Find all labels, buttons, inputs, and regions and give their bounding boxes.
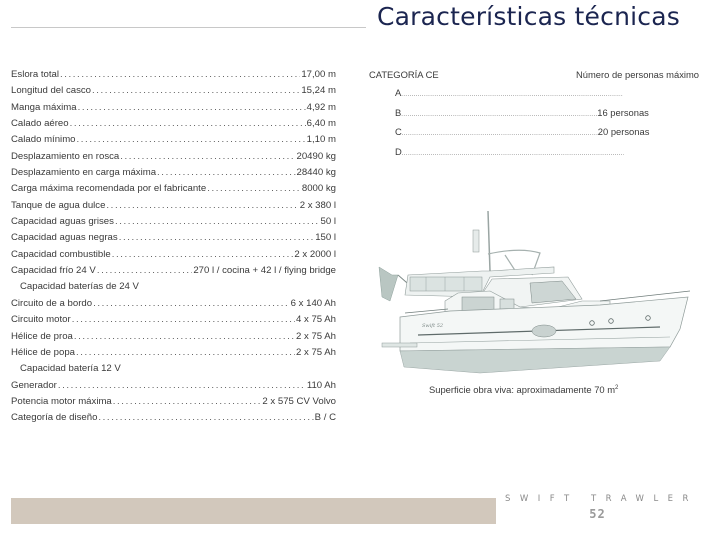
dot-leader bbox=[77, 132, 306, 148]
spec-value: 50 l bbox=[320, 216, 336, 228]
dot-leader bbox=[74, 329, 295, 345]
ce-value: 20 personas bbox=[597, 126, 650, 138]
spec-row bbox=[11, 329, 336, 345]
ce-row bbox=[369, 83, 699, 103]
dot-leader bbox=[119, 230, 315, 246]
spec-value: 20490 kg bbox=[296, 150, 336, 162]
spec-row bbox=[11, 181, 336, 197]
spec-label: Categoría de diseño bbox=[11, 412, 98, 424]
spec-row bbox=[11, 312, 336, 328]
spec-row bbox=[11, 230, 336, 246]
page-title: Características técnicas bbox=[377, 2, 680, 31]
spec-label: Capacidad aguas negras bbox=[11, 232, 118, 244]
dot-leader bbox=[98, 410, 313, 426]
battery-24v-heading: Capacidad baterías de 24 V bbox=[20, 281, 139, 293]
spec-row bbox=[11, 345, 336, 361]
spec-row bbox=[11, 394, 336, 410]
brand-name: SWIFT TRAWLER bbox=[505, 494, 698, 504]
ce-heading: CATEGORÍA CE bbox=[369, 69, 439, 80]
ce-column-heading: Número de personas máximo bbox=[576, 69, 699, 80]
dot-leader bbox=[402, 125, 598, 145]
brand-logo bbox=[505, 492, 698, 521]
dot-leader bbox=[93, 296, 290, 312]
dot-leader bbox=[92, 83, 300, 99]
spec-label: Calado aéreo bbox=[11, 118, 69, 130]
ce-value: 16 personas bbox=[597, 106, 649, 118]
spec-value: 110 Ah bbox=[306, 379, 336, 391]
spec-row bbox=[11, 165, 336, 181]
dot-leader bbox=[401, 106, 597, 126]
spec-value: 270 l / cocina + 42 l / flying bridge bbox=[193, 265, 336, 277]
spec-value: 28440 kg bbox=[296, 167, 336, 179]
spec-value: 6 x 140 Ah bbox=[290, 297, 336, 309]
spec-label: Capacidad aguas grises bbox=[11, 216, 114, 228]
dot-leader bbox=[115, 214, 320, 230]
spec-row bbox=[11, 247, 336, 263]
dot-leader bbox=[76, 345, 295, 361]
dot-leader bbox=[106, 198, 298, 214]
spec-label: Carga máxima recomendada por el fabricante bbox=[11, 183, 207, 195]
dot-leader bbox=[157, 165, 295, 181]
caption-superscript: 2 bbox=[615, 384, 619, 391]
spec-label: Circuito de a bordo bbox=[11, 297, 93, 309]
spec-label: Longitud del casco bbox=[11, 85, 92, 97]
dot-leader bbox=[113, 394, 262, 410]
spec-value: 8000 kg bbox=[301, 183, 336, 195]
spec-row bbox=[11, 378, 336, 394]
spec-row bbox=[11, 410, 336, 426]
spec-row bbox=[11, 149, 336, 165]
spec-label: Desplazamiento en carga máxima bbox=[11, 167, 157, 179]
spec-value: 150 l bbox=[315, 232, 336, 244]
spec-value: 2 x 575 CV Volvo bbox=[262, 395, 336, 407]
spec-label: Manga máxima bbox=[11, 101, 77, 113]
spec-label: Generador bbox=[11, 379, 57, 391]
brand-model: 52 bbox=[589, 507, 606, 521]
ce-category-block bbox=[369, 67, 699, 162]
dot-leader bbox=[207, 181, 301, 197]
ce-letter: D bbox=[395, 146, 402, 158]
spec-row bbox=[11, 100, 336, 116]
dot-leader bbox=[402, 145, 624, 165]
ce-letter: C bbox=[395, 126, 402, 138]
spec-value: 4 x 75 Ah bbox=[295, 314, 336, 326]
spec-label: Capacidad frío 24 V bbox=[11, 265, 96, 277]
spec-row bbox=[11, 214, 336, 230]
spec-label: Eslora total bbox=[11, 69, 59, 80]
ce-row bbox=[369, 122, 699, 142]
spec-value: 2 x 75 Ah bbox=[295, 330, 336, 342]
spec-row bbox=[11, 116, 336, 132]
spec-row bbox=[11, 132, 336, 148]
spec-value: 1,10 m bbox=[306, 134, 336, 146]
dot-leader bbox=[70, 116, 306, 132]
footer-bar bbox=[11, 498, 496, 524]
dot-leader bbox=[112, 247, 294, 263]
header-rule bbox=[11, 27, 366, 28]
spec-value: 17,00 m bbox=[301, 69, 336, 80]
battery-12v-heading: Capacidad batería 12 V bbox=[20, 363, 121, 375]
spec-label: Capacidad combustible bbox=[11, 248, 111, 260]
hull-surface-caption bbox=[429, 384, 618, 395]
spec-row bbox=[11, 83, 336, 99]
dot-leader bbox=[72, 312, 295, 328]
boat-illustration bbox=[370, 205, 700, 375]
dot-leader bbox=[401, 86, 623, 106]
dot-leader bbox=[120, 149, 295, 165]
dot-leader bbox=[58, 378, 306, 394]
spec-value: 2 x 380 l bbox=[299, 199, 336, 211]
spec-label: Hélice de popa bbox=[11, 346, 76, 358]
spec-value: 15,24 m bbox=[301, 85, 336, 97]
spec-value: B / C bbox=[314, 412, 336, 424]
spec-value: 4,92 m bbox=[306, 101, 336, 113]
dot-leader bbox=[60, 67, 300, 83]
spec-row bbox=[11, 67, 336, 83]
spec-label: Calado mínimo bbox=[11, 134, 76, 146]
ce-row bbox=[369, 142, 699, 162]
caption-text: Superficie obra viva: aproximadamente 70 m bbox=[429, 384, 616, 395]
ce-header bbox=[369, 67, 699, 83]
spec-row bbox=[11, 296, 336, 312]
spec-label: Potencia motor máxima bbox=[11, 395, 112, 407]
spec-value: 6,40 m bbox=[306, 118, 336, 130]
spec-label: Circuito motor bbox=[11, 314, 71, 326]
dot-leader bbox=[97, 263, 193, 279]
spec-row bbox=[11, 263, 336, 279]
spec-label: Tanque de agua dulce bbox=[11, 199, 106, 211]
specifications-list bbox=[11, 67, 336, 427]
ce-letter: A bbox=[395, 87, 402, 98]
ce-letter: B bbox=[395, 106, 402, 118]
svg-text:Swift 52: Swift 52 bbox=[422, 323, 444, 329]
spec-label: Hélice de proa bbox=[11, 330, 73, 342]
dot-leader bbox=[78, 100, 306, 116]
spec-row bbox=[11, 198, 336, 214]
ce-row bbox=[369, 103, 699, 123]
spec-label: Desplazamiento en rosca bbox=[11, 150, 120, 162]
spec-value: 2 x 2000 l bbox=[294, 248, 336, 260]
spec-value: 2 x 75 Ah bbox=[295, 346, 336, 358]
